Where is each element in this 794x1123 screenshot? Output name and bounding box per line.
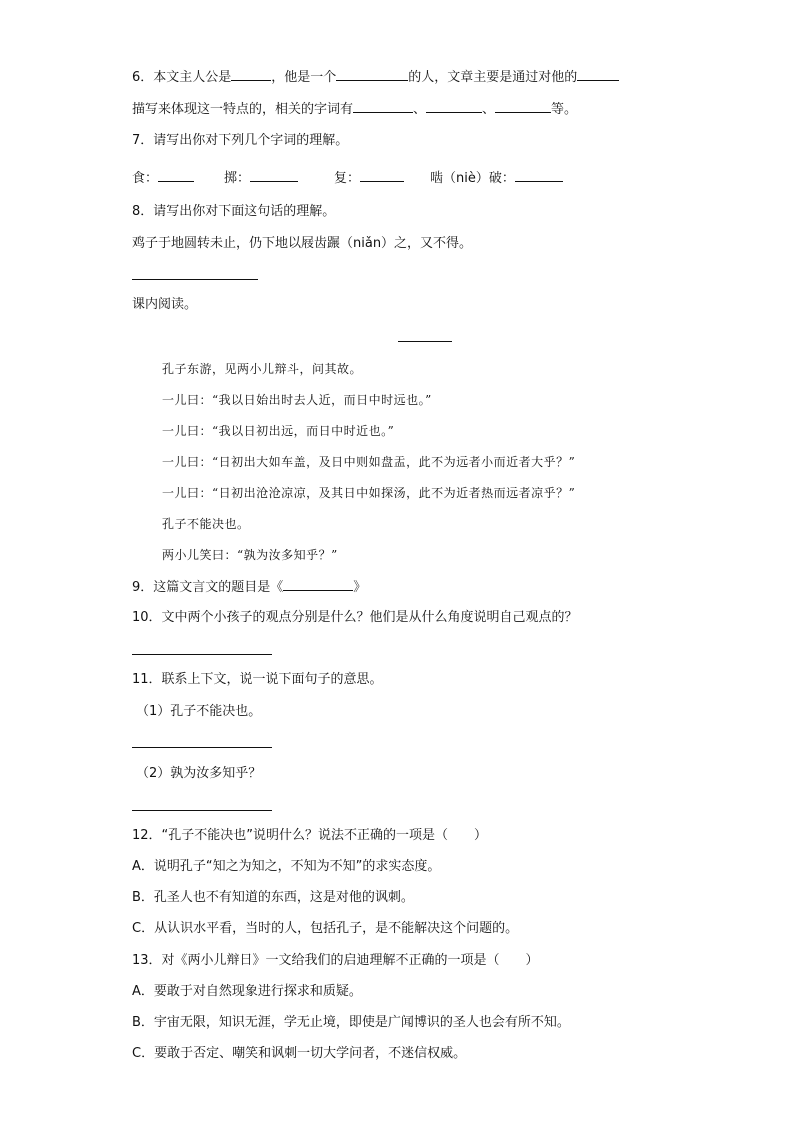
q6-blank-word1[interactable] [353, 100, 413, 113]
passage-line: 两小儿笑曰：“孰为汝多知乎？” [162, 548, 338, 562]
q7-prompt: 7．请写出你对下列几个字词的理解。 [132, 133, 349, 148]
q10-prompt: 10．文中两个小孩子的观点分别是什么？他们是从什么角度说明自己观点的？ [132, 610, 578, 625]
q7-item-zhi: 掷： [224, 169, 298, 187]
q8-answer-line[interactable] [132, 279, 258, 280]
q7-blank-zhi[interactable] [250, 169, 298, 182]
q9-line: 9．这篇文言文的题目是《 》 [132, 580, 367, 595]
q7-item-niepo: 啮（niè）破： [430, 169, 563, 187]
q11-sub2-answer-line[interactable] [132, 810, 272, 811]
q10-answer-line[interactable] [132, 654, 272, 655]
q7-item-fu: 复： [334, 169, 404, 187]
q6-blank-trait[interactable] [336, 68, 408, 81]
q13-option-b[interactable]: B．宇宙无限，知识无涯，学无止境，即使是广闻博识的圣人也会有所不知。 [132, 1015, 570, 1030]
q11-sub2: （2）孰为汝多知乎？ [136, 766, 262, 781]
q6-line1: 6．本文主人公是 ，他是一个 的人，文章主要是通过对他的 [132, 68, 619, 86]
passage-line: 一儿曰：“日初出沧沧凉凉，及其日中如探汤，此不为近者热而远者凉乎？” [162, 486, 576, 500]
q6-line2: 描写来体现这一特点的，相关的字词有 、 、 等。 [132, 102, 578, 117]
q9-blank-title[interactable] [283, 578, 353, 591]
q7-items [132, 169, 563, 187]
q6-blank-word2[interactable] [426, 100, 482, 113]
passage-line: 孔子东游，见两小儿辩斗，问其故。 [162, 362, 363, 376]
q13-option-c[interactable]: C．要敢于否定、嘲笑和讽刺一切大学问者，不迷信权威。 [132, 1046, 467, 1061]
q7-blank-niepo[interactable] [515, 169, 563, 182]
section-title: 课内阅读。 [132, 297, 198, 312]
q8-quote: 鸡子于地圆转未止，仍下地以屐齿蹍（niǎn）之，又不得。 [132, 236, 473, 251]
q8-prompt: 8．请写出你对下面这句话的理解。 [132, 204, 336, 219]
passage-title-blank[interactable] [398, 341, 452, 342]
q12-option-a[interactable]: A．说明孔子“知之为知之，不知为不知”的求实态度。 [132, 859, 441, 874]
q6-blank-aspect[interactable] [577, 68, 619, 81]
q12-option-b[interactable]: B．孔圣人也不有知道的东西，这是对他的讽刺。 [132, 890, 414, 905]
passage-line: 一儿曰：“我以日始出时去人近，而日中时远也。” [162, 393, 432, 407]
q12-option-c[interactable]: C．从认识水平看，当时的人，包括孔子，是不能解决这个问题的。 [132, 921, 519, 936]
passage-line: 一儿曰：“日初出大如车盖，及日中则如盘盂，此不为远者小而近者大乎？” [162, 455, 576, 469]
q13-option-a[interactable]: A．要敢于对自然现象进行探求和质疑。 [132, 984, 362, 999]
q7-blank-fu[interactable] [360, 169, 404, 182]
q11-sub1: （1）孔子不能决也。 [136, 704, 262, 719]
q6-blank-protagonist[interactable] [231, 68, 271, 81]
q13-prompt: 13．对《两小儿辩日》一文给我们的启迪理解不正确的一项是（ ） [132, 953, 539, 968]
passage-line: 一儿曰：“我以日初出远，而日中时近也。” [162, 424, 395, 438]
q11-prompt: 11．联系上下文，说一说下面句子的意思。 [132, 672, 383, 687]
q7-item-shi: 食： [132, 169, 194, 187]
q6-blank-word3[interactable] [495, 100, 551, 113]
passage-line: 孔子不能决也。 [162, 517, 250, 531]
q12-prompt: 12．“孔子不能决也”说明什么？说法不正确的一项是（ ） [132, 828, 488, 843]
q7-blank-shi[interactable] [158, 169, 194, 182]
q11-sub1-answer-line[interactable] [132, 747, 272, 748]
